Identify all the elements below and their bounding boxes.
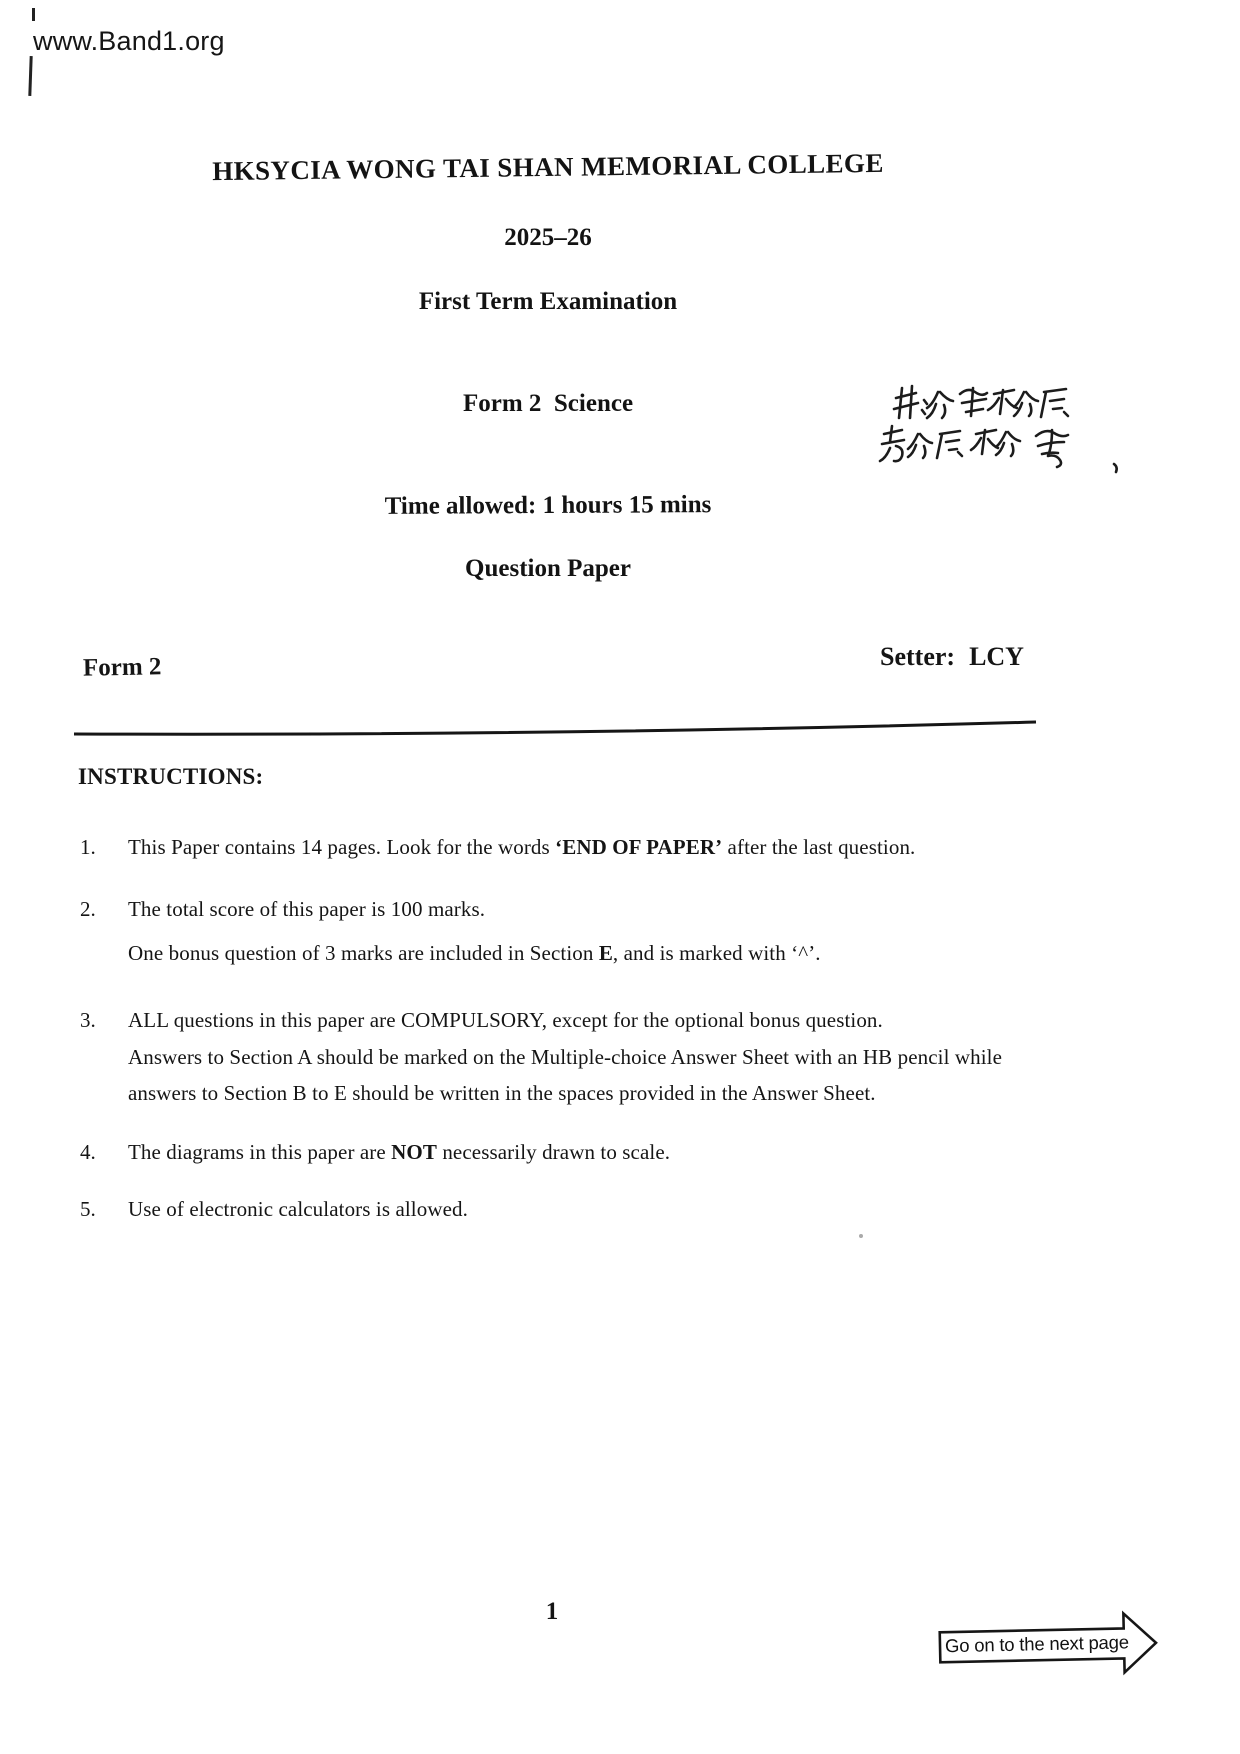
instruction-item-2-line2: One bonus question of 3 marks are included in Section E, and is marked with ‘^’.	[128, 941, 821, 965]
instruction-item-3-line2: Answers to Section A should be marked on the Multiple-choice Answer Sheet with an HB pencil while	[128, 1045, 1003, 1069]
scan-speck	[859, 1234, 863, 1238]
instruction-number: 2.	[80, 897, 96, 921]
academic-year: 2025–26	[504, 224, 592, 251]
instruction-item-4: The diagrams in this paper are NOT necessarily drawn to scale.	[128, 1140, 671, 1164]
exam-title: First Term Examination	[418, 288, 678, 315]
horizontal-rule	[68, 712, 1048, 742]
paper-type: Question Paper	[465, 555, 631, 582]
handwritten-annotation	[852, 372, 1142, 482]
setter-label: Setter:	[880, 642, 956, 671]
setter-value: LCY	[969, 642, 1024, 671]
instruction-number: 5.	[80, 1197, 96, 1221]
instruction-item-3-line1: ALL questions in this paper are COMPULSORY, except for the optional bonus question.	[128, 1008, 883, 1032]
scan-tick-mark	[32, 8, 35, 21]
next-page-label: Go on to the next page	[944, 1631, 1130, 1657]
school-name: HKSYCIA WONG TAI SHAN MEMORIAL COLLEGE	[212, 147, 884, 187]
instruction-item-3-line3: answers to Section B to E should be written in the spaces provided in the Answer Sheet.	[128, 1081, 876, 1105]
instruction-item-1: This Paper contains 14 pages. Look for the words ‘END OF PAPER’ after the last question.	[128, 835, 916, 859]
setter-line	[880, 642, 1024, 672]
page-number: 1	[545, 1598, 559, 1625]
instruction-number: 1.	[80, 835, 96, 859]
form-label: Form 2	[82, 653, 162, 682]
instruction-item-2-line1: The total score of this paper is 100 marks.	[128, 897, 486, 921]
instruction-item-5: Use of electronic calculators is allowed.	[128, 1197, 468, 1221]
watermark-url: www.Band1.org	[33, 26, 225, 56]
scan-stroke-mark	[28, 56, 32, 96]
go-to-next-page-arrow	[929, 1603, 1171, 1684]
form-subject: Form 2 Science	[462, 390, 634, 417]
time-allowed: Time allowed: 1 hours 15 mins	[384, 491, 712, 520]
instruction-number: 3.	[80, 1008, 96, 1032]
instruction-number: 4.	[80, 1140, 96, 1164]
instructions-heading: INSTRUCTIONS:	[78, 764, 264, 789]
